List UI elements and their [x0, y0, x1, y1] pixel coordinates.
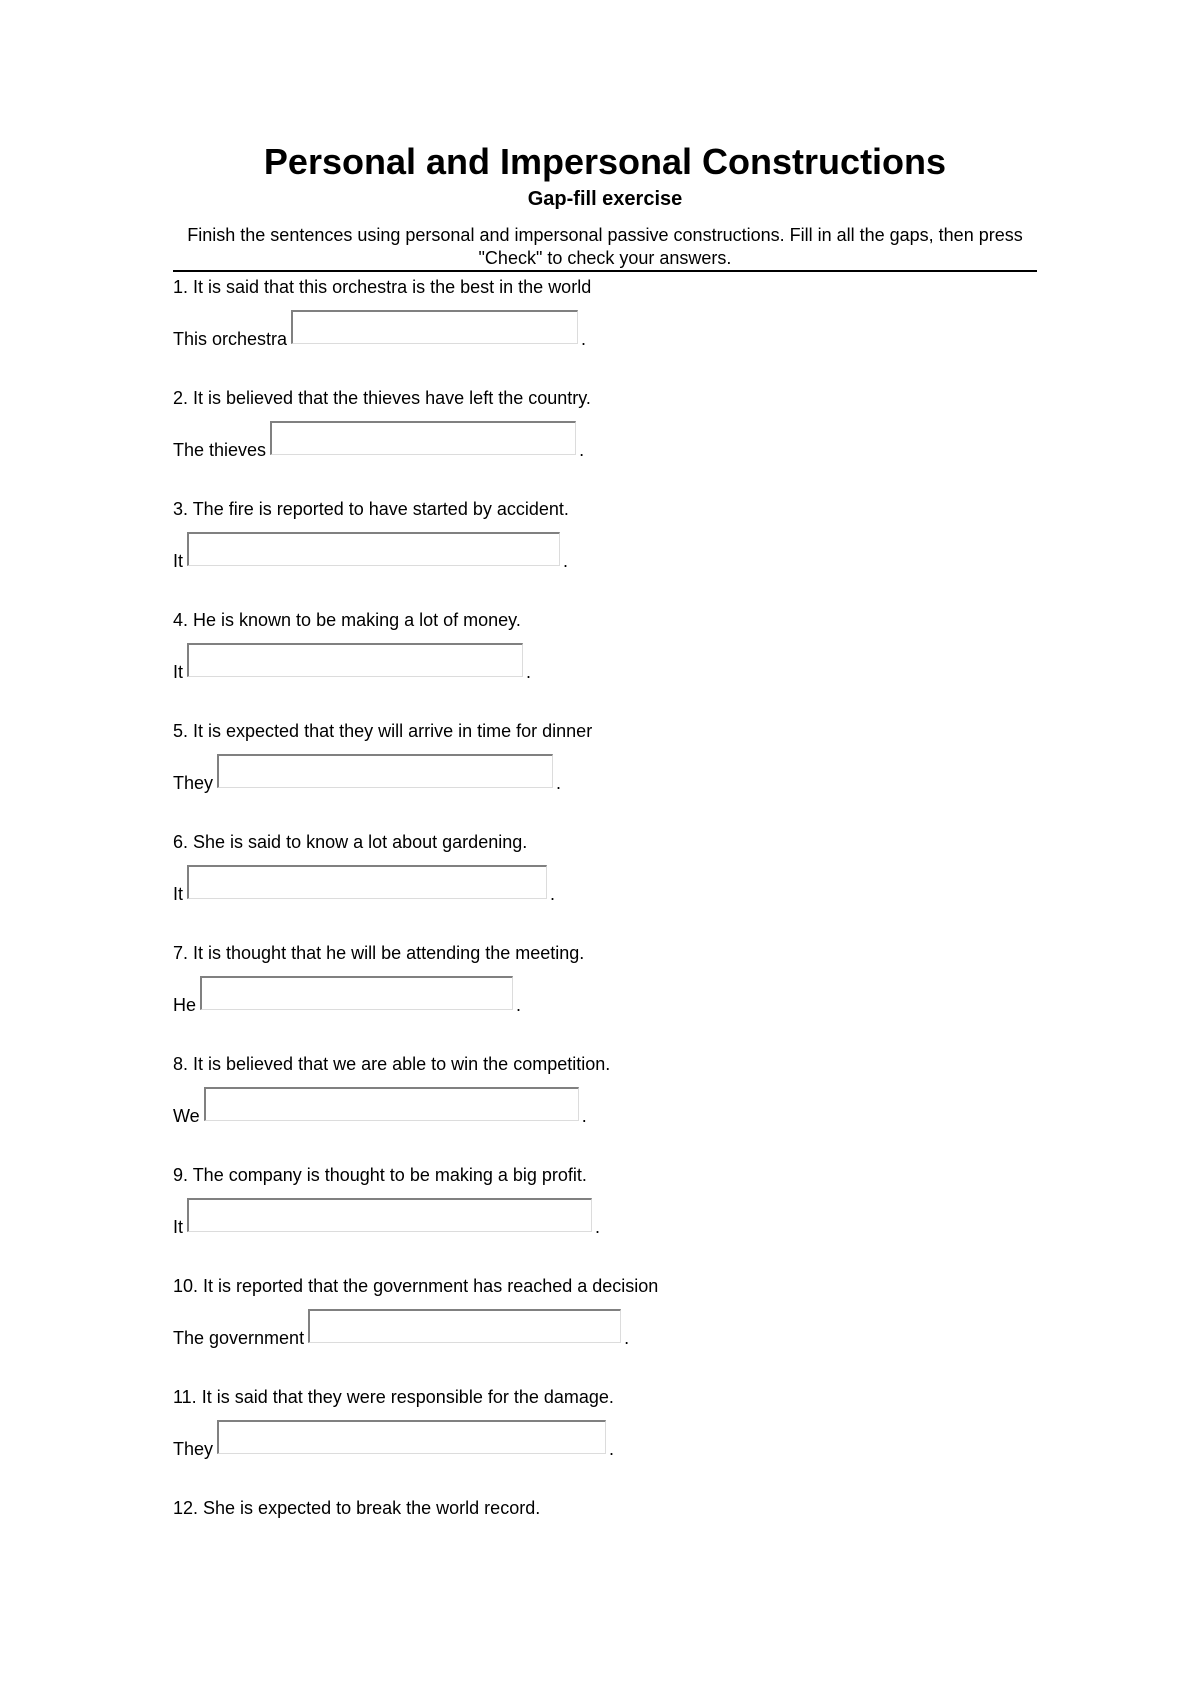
question-prompt: 6. She is said to know a lot about gardening. — [173, 832, 528, 852]
sentence-end: . — [563, 551, 569, 571]
sentence-end: . — [579, 440, 585, 460]
worksheet-page — [173, 140, 1037, 1606]
sentence-end: . — [526, 662, 532, 682]
answer-lead-text: He — [173, 995, 197, 1015]
sentence-end: . — [624, 1328, 630, 1348]
question-prompt: 4. He is known to be making a lot of money. — [173, 610, 521, 630]
question-prompt: 9. The company is thought to be making a big profit. — [173, 1165, 587, 1185]
gap-input-8[interactable] — [204, 1087, 579, 1121]
answer-line — [173, 530, 568, 572]
question-item — [173, 1051, 1037, 1162]
gap-input-3[interactable] — [187, 532, 560, 566]
gap-input-4[interactable] — [187, 643, 523, 677]
question-list — [173, 274, 1037, 1606]
answer-lead-text: We — [173, 1106, 200, 1126]
question-item — [173, 940, 1037, 1051]
sentence-end: . — [581, 1106, 587, 1126]
question-prompt: 8. It is believed that we are able to win the competition. — [173, 1054, 611, 1074]
gap-input-6[interactable] — [187, 865, 547, 899]
question-item — [173, 1273, 1037, 1384]
answer-lead-text: The government — [173, 1328, 305, 1348]
gap-input-1[interactable] — [291, 310, 578, 344]
sentence-end: . — [516, 995, 522, 1015]
sentence-end: . — [581, 329, 587, 349]
sentence-end: . — [595, 1217, 601, 1237]
question-item — [173, 385, 1037, 496]
answer-lead-text: It — [173, 551, 184, 571]
question-prompt: 3. The fire is reported to have started by accident. — [173, 499, 569, 519]
gap-input-7[interactable] — [200, 976, 513, 1010]
answer-lead-text: The thieves — [173, 440, 267, 460]
answer-lead-text: They — [173, 1439, 214, 1459]
answer-lead-text: It — [173, 662, 184, 682]
answer-line — [173, 641, 531, 683]
question-item — [173, 1495, 1037, 1606]
question-item — [173, 274, 1037, 385]
question-prompt: 10. It is reported that the government has reached a decision — [173, 1276, 659, 1296]
gap-input-9[interactable] — [187, 1198, 592, 1232]
question-item — [173, 829, 1037, 940]
question-item — [173, 718, 1037, 829]
question-prompt: 11. It is said that they were responsible for the damage. — [173, 1387, 614, 1407]
page-subtitle: Gap-fill exercise — [527, 188, 683, 210]
question-prompt: 1. It is said that this orchestra is the best in the world — [173, 277, 592, 297]
answer-line — [173, 1085, 587, 1127]
answer-lead-text: It — [173, 1217, 184, 1237]
gap-input-5[interactable] — [217, 754, 553, 788]
sentence-end: . — [550, 884, 556, 904]
answer-line — [173, 1196, 600, 1238]
answer-lead-text: It — [173, 884, 184, 904]
question-prompt: 2. It is believed that the thieves have left the country. — [173, 388, 591, 408]
answer-line — [173, 419, 584, 461]
answer-line — [173, 752, 561, 794]
instructions-text: Finish the sentences using personal and impersonal passive constructions. Fill in all the gaps, then press "Check" to check your answers. — [173, 224, 1037, 272]
sentence-end: . — [609, 1439, 615, 1459]
answer-lead-text: This orchestra — [173, 329, 288, 349]
question-prompt: 12. She is expected to break the world record. — [173, 1498, 541, 1518]
answer-line — [173, 1418, 614, 1460]
question-prompt: 7. It is thought that he will be attending the meeting. — [173, 943, 585, 963]
question-item — [173, 1162, 1037, 1273]
gap-input-11[interactable] — [217, 1420, 606, 1454]
question-item — [173, 496, 1037, 607]
sentence-end: . — [556, 773, 562, 793]
question-item — [173, 1384, 1037, 1495]
question-item — [173, 607, 1037, 718]
gap-input-10[interactable] — [308, 1309, 621, 1343]
answer-line — [173, 974, 521, 1016]
answer-line — [173, 308, 586, 350]
answer-lead-text: They — [173, 773, 214, 793]
answer-line — [173, 863, 555, 905]
answer-line — [173, 1307, 629, 1349]
page-title: Personal and Impersonal Constructions — [263, 141, 947, 182]
question-prompt: 5. It is expected that they will arrive in time for dinner — [173, 721, 593, 741]
gap-input-2[interactable] — [270, 421, 576, 455]
